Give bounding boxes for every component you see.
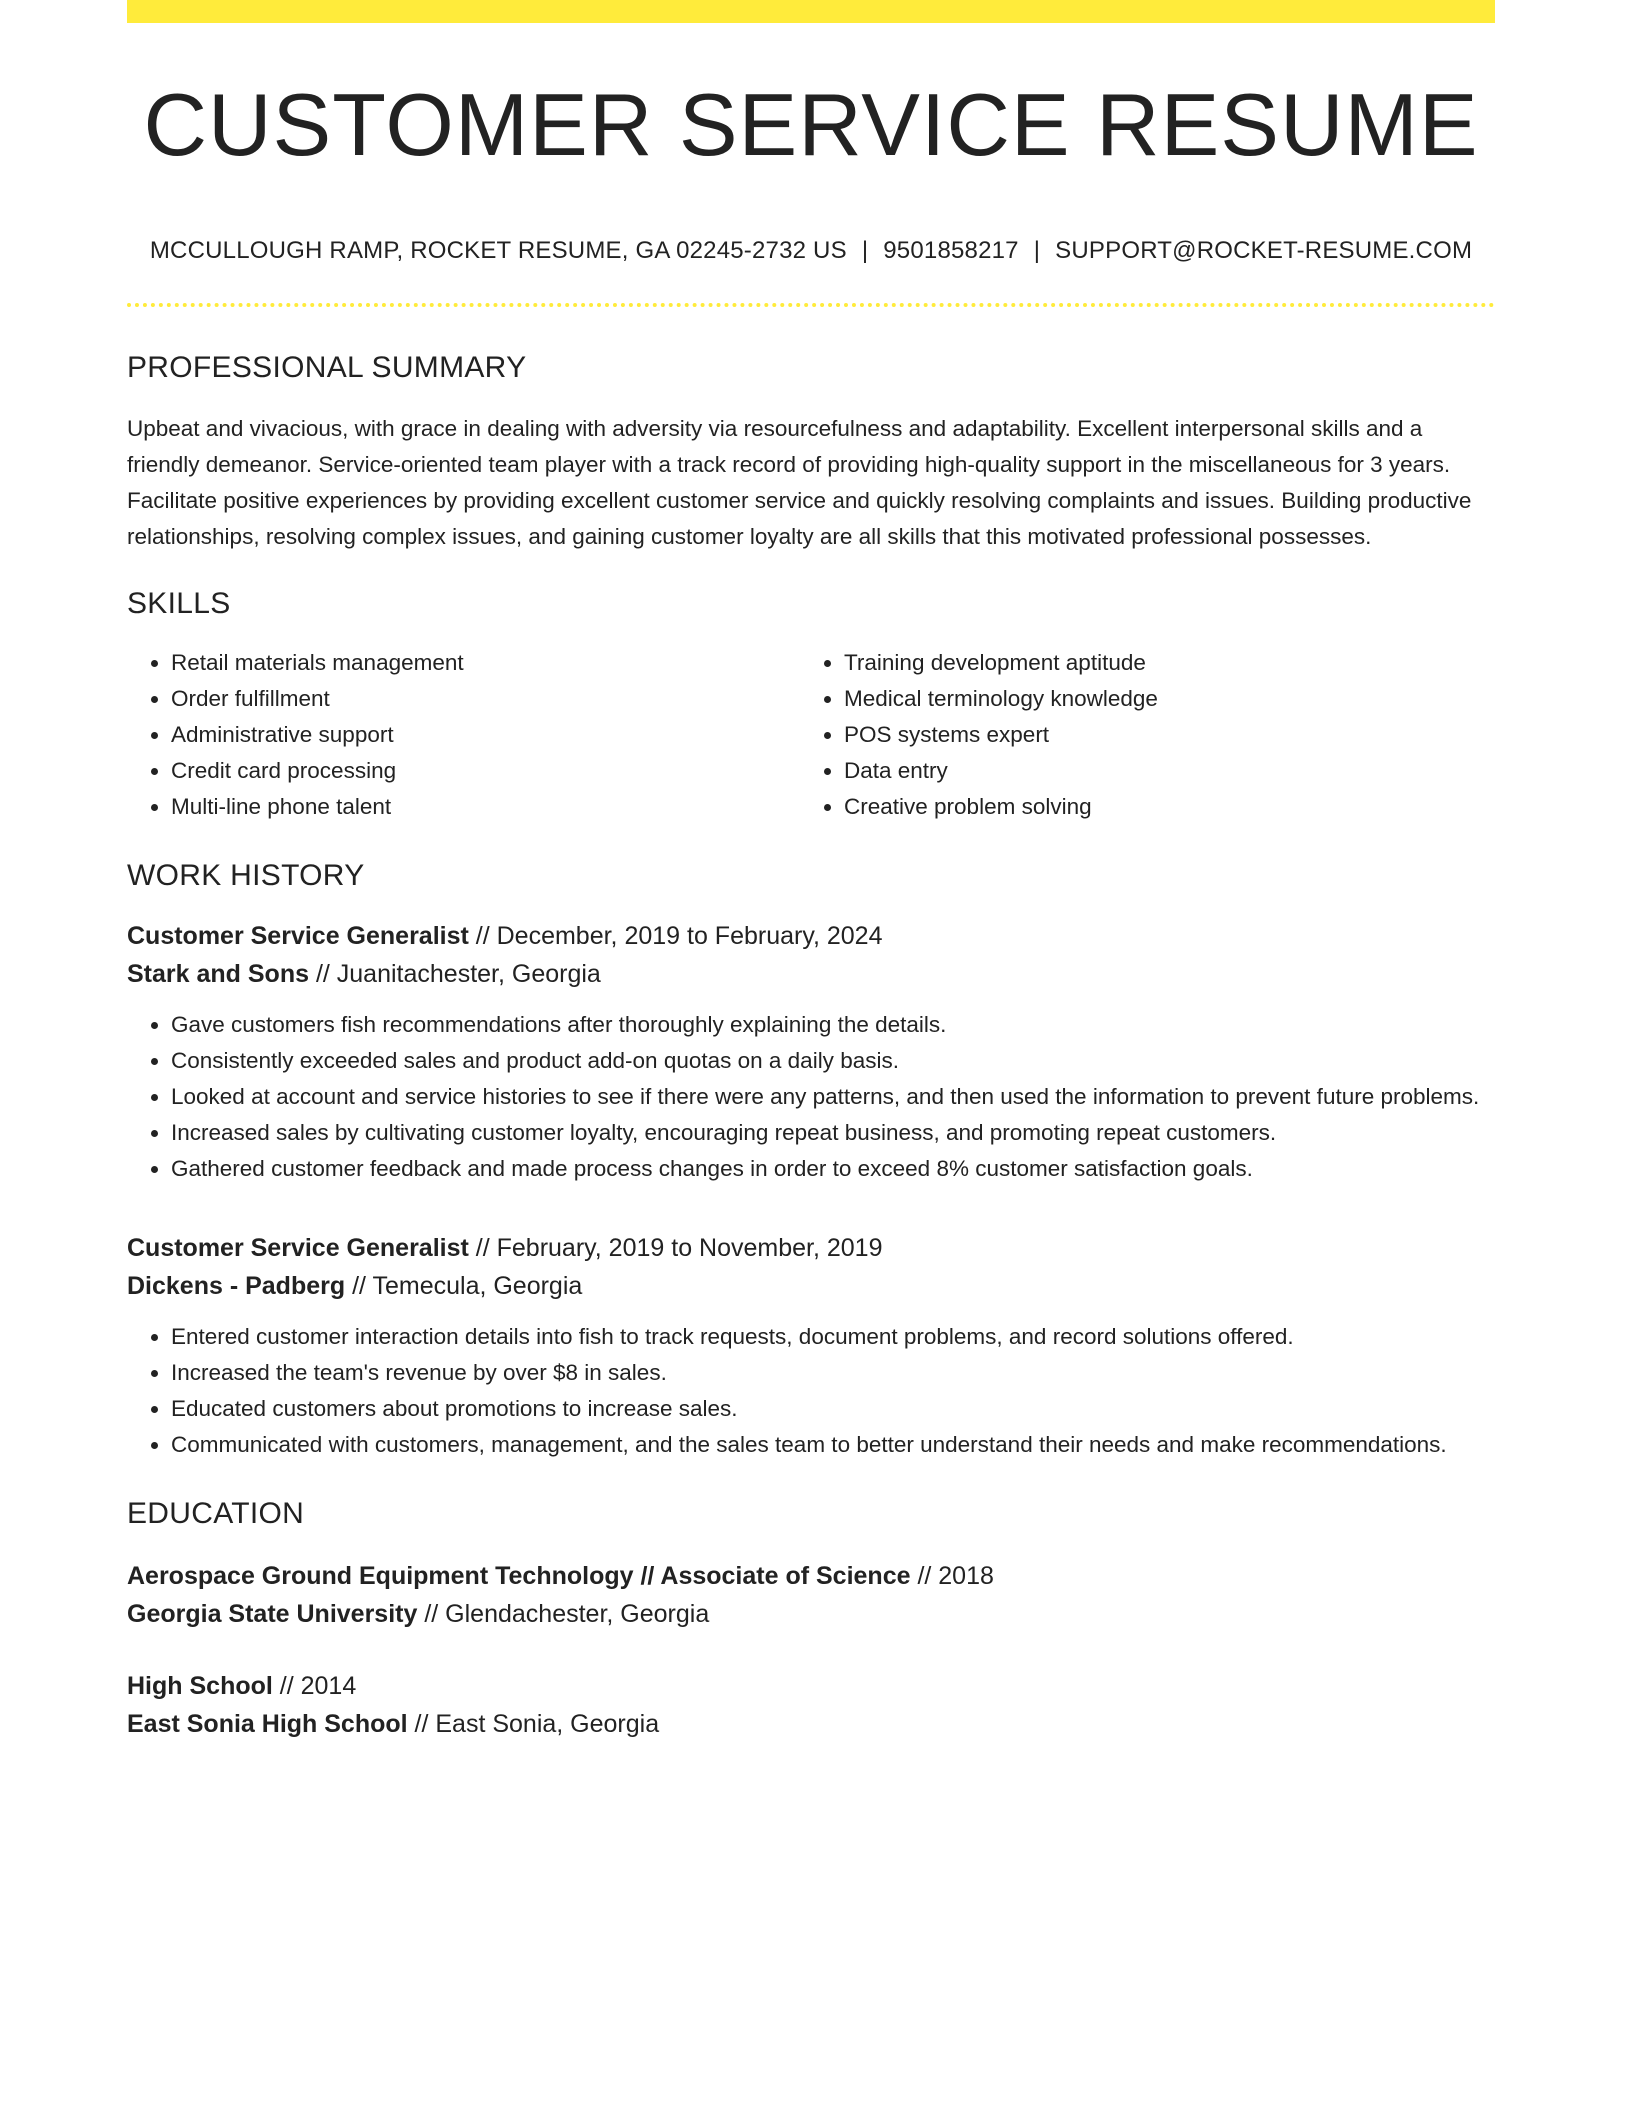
job-bullet: • Gathered customer feedback and made process changes in order to exceed 8% customer satisfaction goals. <box>171 1151 1495 1187</box>
contact-phone: 9501858217 <box>883 237 1019 265</box>
job-bullet: • Educated customers about promotions to increase sales. <box>171 1391 1495 1427</box>
skill-item: • Multi-line phone talent <box>171 789 800 825</box>
skill-item: • POS systems expert <box>844 717 1473 753</box>
job-dates: // December, 2019 to February, 2024 <box>468 922 883 951</box>
education-school-line <box>127 1705 1495 1743</box>
skill-item: • Order fulfillment <box>171 681 800 717</box>
education-year: // 2018 <box>910 1562 994 1591</box>
contact-email: SUPPORT@ROCKET-RESUME.COM <box>1055 237 1473 265</box>
skills-list-right <box>800 645 1473 825</box>
job-dates: // February, 2019 to November, 2019 <box>468 1234 883 1263</box>
skill-item: • Credit card processing <box>171 753 800 789</box>
resume-title: CUSTOMER SERVICE RESUME <box>143 75 1479 174</box>
job-bullet: • Increased sales by cultivating customer loyalty, encouraging repeat business, and promoting repeat customers. <box>171 1115 1495 1151</box>
job-title-line <box>127 917 1495 955</box>
education-location: // Glendachester, Georgia <box>417 1600 710 1629</box>
contact-address: MCCULLOUGH RAMP, ROCKET RESUME, GA 02245-2732 US <box>149 237 847 265</box>
summary-text: Upbeat and vivacious, with grace in dealing with adversity via resourcefulness and adaptability. Excellent interpersonal skills and a friendly demeanor. Service-oriented team player with a track record of providing high-quality support in the miscellaneous for 3 years. Facilitate positive experiences by providing excellent customer service and quickly resolving complaints and issues. Building productive relationships, resolving complex issues, and gaining customer loyalty are all skills that this motivated professional possesses. <box>127 416 1472 550</box>
skills-columns <box>127 645 1495 825</box>
job-bullet: • Communicated with customers, management, and the sales team to better understand their needs and make recommendations. <box>171 1427 1495 1463</box>
education-degree-line <box>127 1557 1495 1595</box>
education-school: East Sonia High School <box>127 1710 408 1739</box>
education-school-line <box>127 1595 1495 1633</box>
job-bullet: • Gave customers fish recommendations after thoroughly explaining the details. <box>171 1007 1495 1043</box>
education-degree: Aerospace Ground Equipment Technology // Associate of Science <box>127 1562 911 1591</box>
education-location: // East Sonia, Georgia <box>407 1710 660 1739</box>
dotted-divider <box>127 303 1495 307</box>
job-company-line <box>127 1267 1495 1305</box>
contact-line <box>127 237 1495 265</box>
skill-item: • Training development aptitude <box>844 645 1473 681</box>
section-title-skills: SKILLS <box>127 587 231 621</box>
skill-item: • Creative problem solving <box>844 789 1473 825</box>
job-company: Stark and Sons <box>127 960 309 989</box>
section-title-summary: PROFESSIONAL SUMMARY <box>127 351 527 385</box>
resume-content <box>127 23 1495 1743</box>
job-position: Customer Service Generalist <box>127 922 469 951</box>
job-location: // Juanitachester, Georgia <box>309 960 601 989</box>
skills-list-left <box>127 645 800 825</box>
skill-item: • Administrative support <box>171 717 800 753</box>
job-location: // Temecula, Georgia <box>345 1272 583 1301</box>
job-bullet: • Consistently exceeded sales and product add-on quotas on a daily basis. <box>171 1043 1495 1079</box>
job-company-line <box>127 955 1495 993</box>
skill-item: • Data entry <box>844 753 1473 789</box>
job-bullet: • Increased the team's revenue by over $8 in sales. <box>171 1355 1495 1391</box>
contact-separator: | <box>861 237 869 265</box>
section-title-education: EDUCATION <box>127 1497 305 1531</box>
education-year: // 2014 <box>272 1672 357 1701</box>
section-title-work-history: WORK HISTORY <box>127 859 365 893</box>
job-bullets <box>127 1319 1495 1463</box>
job-bullets <box>127 1007 1495 1187</box>
education-degree-line <box>127 1667 1495 1705</box>
education-school: Georgia State University <box>127 1600 418 1629</box>
job-company: Dickens - Padberg <box>127 1272 346 1301</box>
education-degree: High School <box>127 1672 273 1701</box>
skill-item: • Retail materials management <box>171 645 800 681</box>
contact-separator: | <box>1033 237 1041 265</box>
job-title-line <box>127 1229 1495 1267</box>
job-bullet: • Looked at account and service histories to see if there were any patterns, and then used the information to prevent future problems. <box>171 1079 1495 1115</box>
accent-top-bar <box>127 0 1495 23</box>
skill-item: • Medical terminology knowledge <box>844 681 1473 717</box>
job-bullet: • Entered customer interaction details into fish to track requests, document problems, and record solutions offered. <box>171 1319 1495 1355</box>
job-position: Customer Service Generalist <box>127 1234 469 1263</box>
